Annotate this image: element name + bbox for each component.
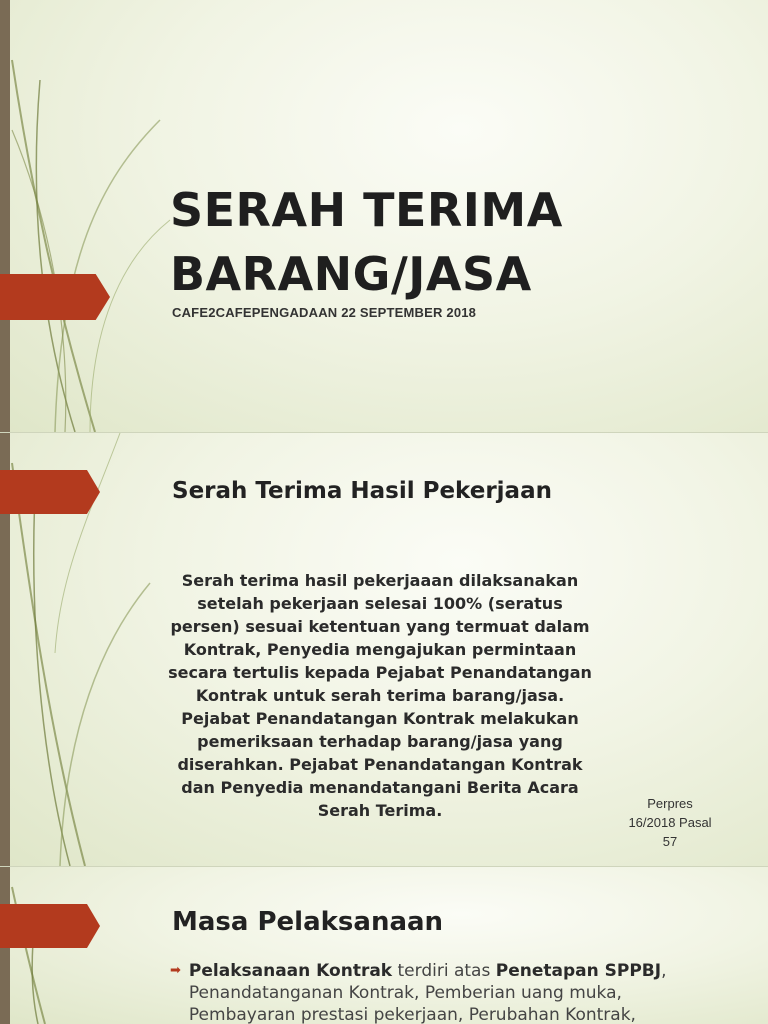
accent-arrow-tab — [0, 274, 110, 320]
bullet-text-2: , Penandatanganan Kontrak, Pemberian uang muka, Pembayaran prestasi pekerjaan, Perubahan Kontrak, — [188, 961, 667, 1024]
bullet-bold-1: Pelaksanaan Kontrak — [188, 961, 393, 981]
accent-arrow-tab — [0, 470, 100, 514]
slide-masa-pelaksanaan — [0, 867, 768, 1024]
slide-title-heading — [170, 178, 730, 306]
bullet-text-1: terdiri atas — [392, 961, 496, 981]
section-heading: Serah Terima Hasil Pekerjaan — [172, 478, 552, 504]
source-note — [605, 794, 735, 851]
side-bar — [0, 0, 10, 432]
bullet-bold-2: Penetapan SPPBJ — [495, 961, 662, 981]
body-paragraph: Serah terima hasil pekerjaaan dilaksanakan setelah pekerjaan selesai 100% (seratus persen) sesuai ketentuan yang termuat dalam Kontrak, Penyedia mengajukan permintaan secara tertulis kepada Pejabat Penandatangan Kontrak untuk serah terima barang/jasa. Pejabat Penandatangan Kontrak melakukan pemeriksaan terhadap barang/jasa yang diserahkan. Pejabat Penandatangan Kontrak dan Penyedia menandatangani Berita Acara Serah Terima. — [168, 571, 592, 820]
slide-title — [0, 0, 768, 432]
section-heading: Masa Pelaksanaan — [172, 907, 444, 937]
title-line-2: BARANG/JASA — [170, 247, 532, 301]
note-line-1: Perpres — [647, 796, 693, 811]
slide-subtitle: CAFE2CAFEPENGADAAN 22 SEPTEMBER 2018 — [172, 305, 477, 320]
accent-arrow-tab — [0, 904, 100, 948]
arrow-bullet-icon: ➡ — [170, 963, 181, 978]
note-line-2: 16/2018 Pasal — [628, 815, 712, 830]
decorative-curves — [0, 0, 180, 432]
bullet-text — [189, 960, 730, 1024]
note-line-3: 57 — [662, 834, 678, 849]
bullet-item — [170, 960, 730, 1024]
slide-serah-terima — [0, 433, 768, 866]
title-line-1: SERAH TERIMA — [170, 183, 563, 237]
